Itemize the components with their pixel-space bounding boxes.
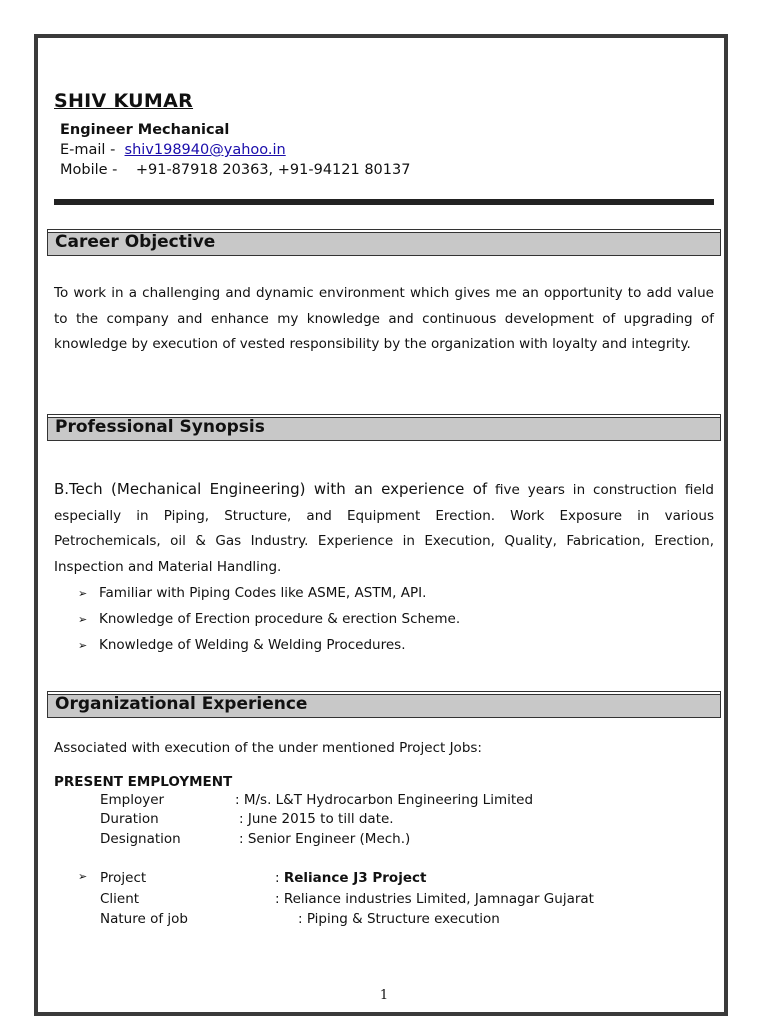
- project-label: Project: [100, 870, 147, 886]
- candidate-name: SHIV KUMAR: [54, 90, 194, 112]
- client-label: Client: [100, 891, 140, 907]
- mobile-number: +91-87918 20363, +91-94121 80137: [135, 162, 411, 178]
- email-link[interactable]: shiv198940@yahoo.in: [124, 142, 286, 158]
- experience-intro: Associated with execution of the under mentioned Project Jobs:: [54, 740, 482, 756]
- project-name: Reliance J3 Project: [283, 870, 427, 886]
- project-value-row: : Reliance J3 Project: [275, 870, 427, 886]
- email-label: E-mail -: [60, 142, 116, 158]
- nature-label: Nature of job: [100, 911, 188, 927]
- nature-value: : Piping & Structure execution: [298, 911, 500, 927]
- candidate-title: Engineer Mechanical: [60, 122, 230, 138]
- employer-value: : M/s. L&T Hydrocarbon Engineering Limited: [235, 792, 534, 808]
- arrow-bullet-icon: ➢: [78, 638, 88, 652]
- duration-label: Duration: [100, 811, 159, 827]
- mobile-row: [60, 162, 410, 178]
- mobile-label: Mobile -: [60, 162, 118, 178]
- arrow-bullet-icon: ➢: [78, 586, 88, 600]
- page-number: 1: [379, 988, 389, 1003]
- present-employment-label: PRESENT EMPLOYMENT: [54, 774, 233, 790]
- email-row: [60, 142, 286, 158]
- arrow-bullet-icon: ➢: [78, 612, 88, 626]
- synopsis-body: five years in construction field especially in Piping, Structure, and Equipment Erection. Work Exposure in various Petrochemicals, oil & Gas Industry. Experience in Execution, Quality, Fabrication, Erection, Inspection and Material Handling.: [54, 482, 715, 576]
- career-objective-text: To work in a challenging and dynamic environment which gives me an opportunity to add value to the company and enhance my knowledge and continuous development of upgrading of knowledge by execution of vested responsibility by the organization with loyalty and integrity.: [54, 285, 714, 353]
- synopsis-bullet-list: [78, 580, 460, 658]
- designation-value: : Senior Engineer (Mech.): [239, 831, 411, 847]
- list-item: ➢ Knowledge of Welding & Welding Procedures.: [78, 637, 406, 653]
- synopsis-text: [54, 477, 714, 581]
- section-heading-professional-synopsis: Professional Synopsis: [47, 414, 721, 441]
- arrow-bullet-icon: ➢: [78, 870, 88, 883]
- synopsis-lead: B.Tech (Mechanical Engineering) with an experience of: [54, 480, 488, 498]
- duration-value: : June 2015 to till date.: [239, 811, 394, 827]
- header-divider: [54, 199, 714, 205]
- list-item: ➢ Knowledge of Erection procedure & erection Scheme.: [78, 611, 461, 627]
- section-heading-organizational-experience: Organizational Experience: [47, 691, 721, 718]
- list-item: ➢ Familiar with Piping Codes like ASME, ASTM, API.: [78, 585, 427, 601]
- designation-label: Designation: [100, 831, 181, 847]
- section-heading-career-objective: Career Objective: [47, 229, 721, 256]
- client-value: : Reliance industries Limited, Jamnagar Gujarat: [275, 891, 594, 907]
- employer-label: Employer: [100, 792, 165, 808]
